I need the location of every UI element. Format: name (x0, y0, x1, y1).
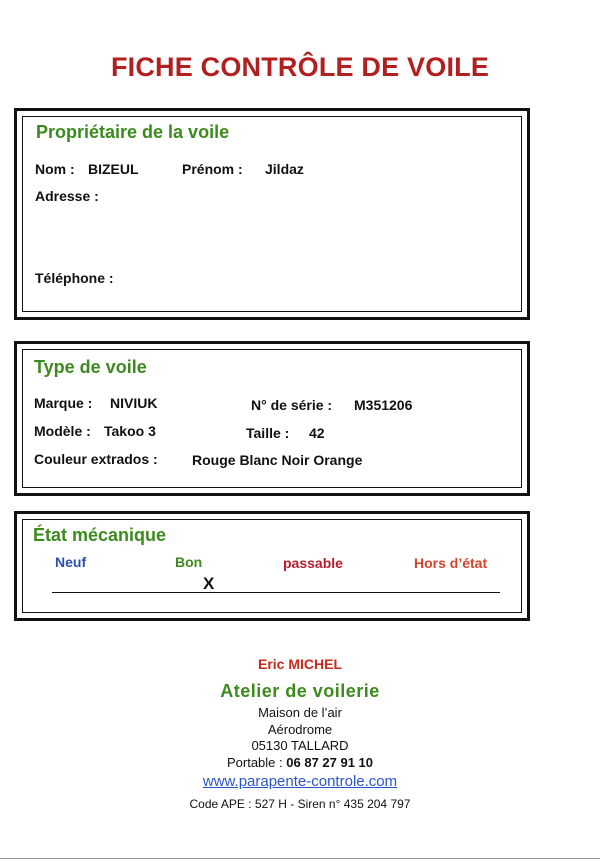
nom-value: BIZEUL (88, 161, 139, 177)
portable-label: Portable : (226, 755, 283, 770)
footer-portable (0, 755, 600, 770)
condition-mark: X (203, 574, 215, 593)
portable-number: 06 87 27 91 10 (286, 755, 374, 770)
modele-value: Takoo 3 (104, 423, 156, 439)
taille-value: 42 (309, 425, 325, 441)
wing-section (14, 341, 530, 496)
owner-section-title: Propriétaire de la voile (36, 122, 230, 142)
marque-label: Marque : (34, 395, 93, 411)
footer-name: Eric MICHEL (257, 656, 342, 672)
serie-label: N° de série : (251, 397, 333, 413)
footer-address-1: Maison de l’air (258, 705, 342, 720)
marque-value: NIVIUK (110, 395, 158, 411)
state-passable: passable (283, 555, 343, 571)
condition-section-title: État mécanique (33, 525, 167, 545)
modele-label: Modèle : (34, 423, 91, 439)
couleur-label: Couleur extrados : (34, 451, 158, 467)
page-title: FICHE CONTRÔLE DE VOILE (110, 52, 490, 82)
footer-website-link[interactable]: www.parapente-controle.com (202, 773, 398, 790)
couleur-value: Rouge Blanc Noir Orange (192, 452, 363, 468)
condition-section (14, 511, 530, 621)
state-hors-etat: Hors d’état (414, 555, 488, 571)
state-neuf: Neuf (55, 554, 87, 570)
condition-scale-line (52, 592, 500, 593)
prenom-value: Jildaz (265, 161, 304, 177)
adresse-label: Adresse : (35, 188, 99, 204)
prenom-label: Prénom : (182, 161, 243, 177)
wing-section-title: Type de voile (34, 357, 147, 377)
footer-address-2: Aérodrome (267, 722, 333, 737)
telephone-label: Téléphone : (35, 270, 114, 286)
footer-atelier: Atelier de voilerie (220, 681, 380, 701)
page-bottom-edge (0, 858, 600, 859)
taille-label: Taille : (246, 425, 290, 441)
owner-section (14, 108, 530, 320)
state-bon: Bon (175, 554, 203, 570)
serie-value: M351206 (354, 397, 413, 413)
footer-ape-siren: Code APE : 527 H - Siren n° 435 204 797 (189, 797, 411, 811)
nom-label: Nom : (35, 161, 75, 177)
footer-address-3: 05130 TALLARD (251, 738, 349, 753)
